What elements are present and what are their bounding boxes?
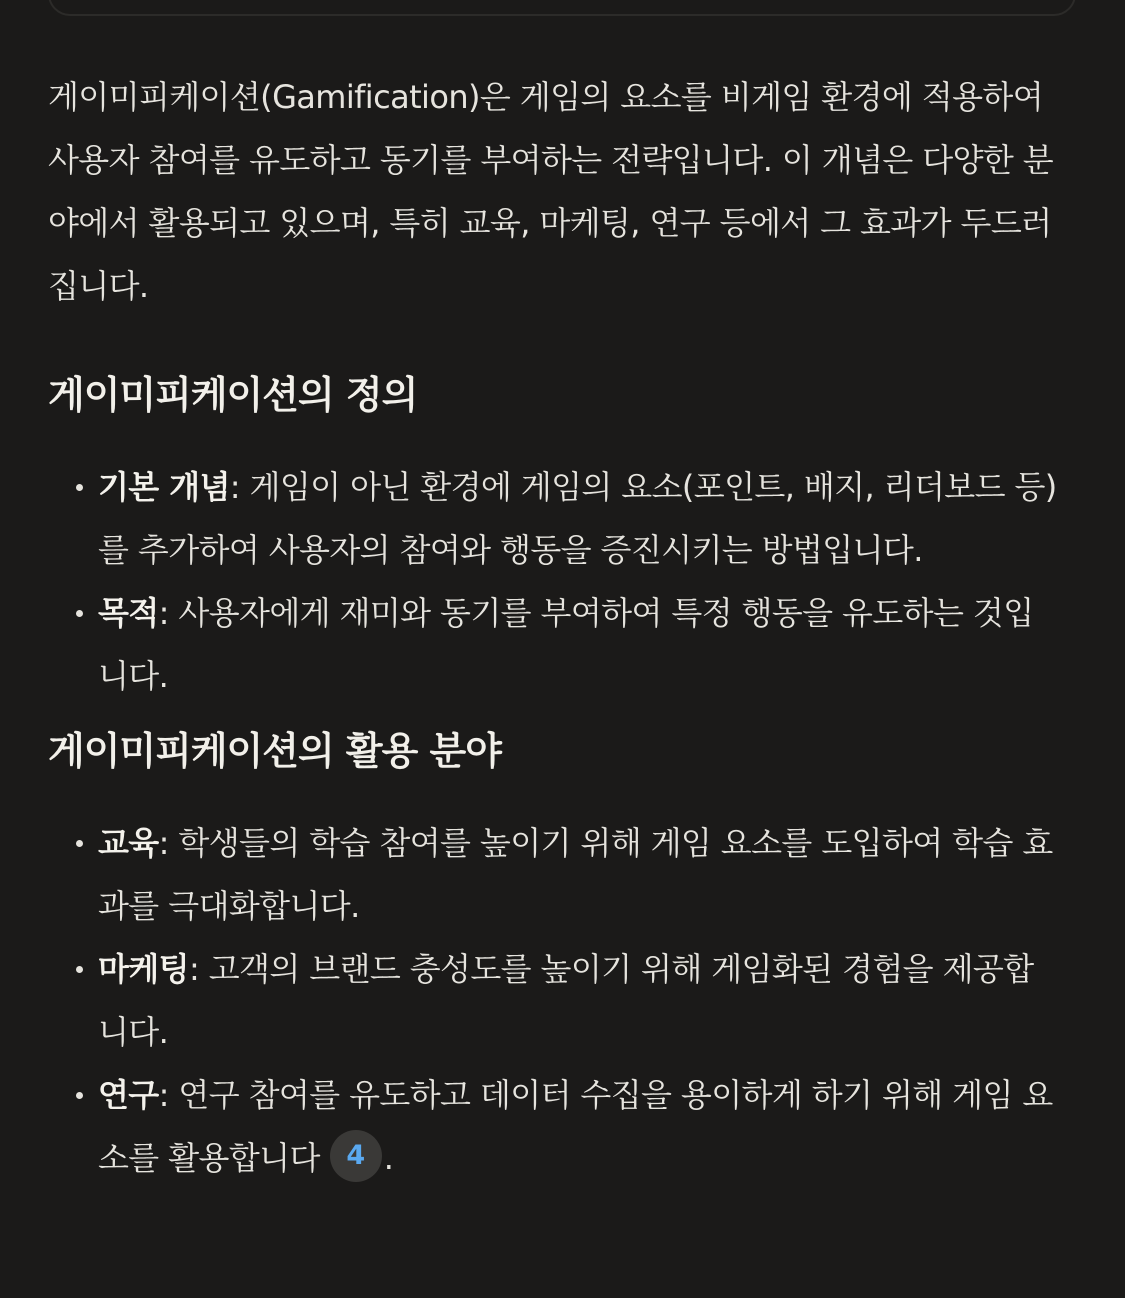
list-item-end-punctuation: .	[383, 1139, 394, 1177]
list-item-term: 목적	[98, 594, 159, 632]
list-item-term: 교육	[98, 824, 159, 862]
section-heading-definition: 게이미피케이션의 정의	[48, 373, 418, 417]
response-content	[48, 66, 1058, 1190]
previous-message-card	[48, 0, 1076, 16]
applications-list	[48, 812, 1058, 1190]
list-item-separator: :	[188, 950, 200, 988]
definition-list	[48, 456, 1058, 708]
citation-badge[interactable]: 4	[330, 1130, 382, 1182]
intro-paragraph: 게이미피케이션(Gamification)은 게임의 요소를 비게임 환경에 적용하여 사용자 참여를 유도하고 동기를 부여하는 전략입니다. 이 개념은 다양한 분야에서 활용되고 있으며, 특히 교육, 마케팅, 연구 등에서 그 효과가 두드러집니다.	[48, 78, 1054, 305]
list-item-separator: :	[158, 594, 169, 632]
list-item	[48, 456, 1058, 582]
list-item-text: 게임이 아닌 환경에 게임의 요소(포인트, 배지, 리더보드 등)를 추가하여 사용자의 참여와 행동을 증진시키는 방법입니다.	[98, 468, 1057, 569]
list-item-text: 학생들의 학습 참여를 높이기 위해 게임 요소를 도입하여 학습 효과를 극대화합니다.	[98, 824, 1053, 925]
section-heading-applications: 게이미피케이션의 활용 분야	[48, 729, 501, 773]
list-item-text: 고객의 브랜드 충성도를 높이기 위해 게임화된 경험을 제공합니다.	[98, 950, 1034, 1051]
list-item	[48, 1064, 1058, 1190]
list-item-separator: :	[158, 1076, 169, 1114]
list-item-term: 연구	[98, 1076, 159, 1114]
list-item	[48, 582, 1058, 708]
list-item-term: 기본 개념	[98, 468, 230, 506]
list-item-text: 사용자에게 재미와 동기를 부여하여 특정 행동을 유도하는 것입니다.	[98, 594, 1034, 695]
list-item-separator: :	[229, 468, 240, 506]
list-item	[48, 938, 1058, 1064]
list-item-term: 마케팅	[98, 950, 189, 988]
list-item-text: 연구 참여를 유도하고 데이터 수집을 용이하게 하기 위해 게임 요소를 활용합니다	[98, 1076, 1053, 1177]
list-item-separator: :	[158, 824, 169, 862]
list-item	[48, 812, 1058, 938]
